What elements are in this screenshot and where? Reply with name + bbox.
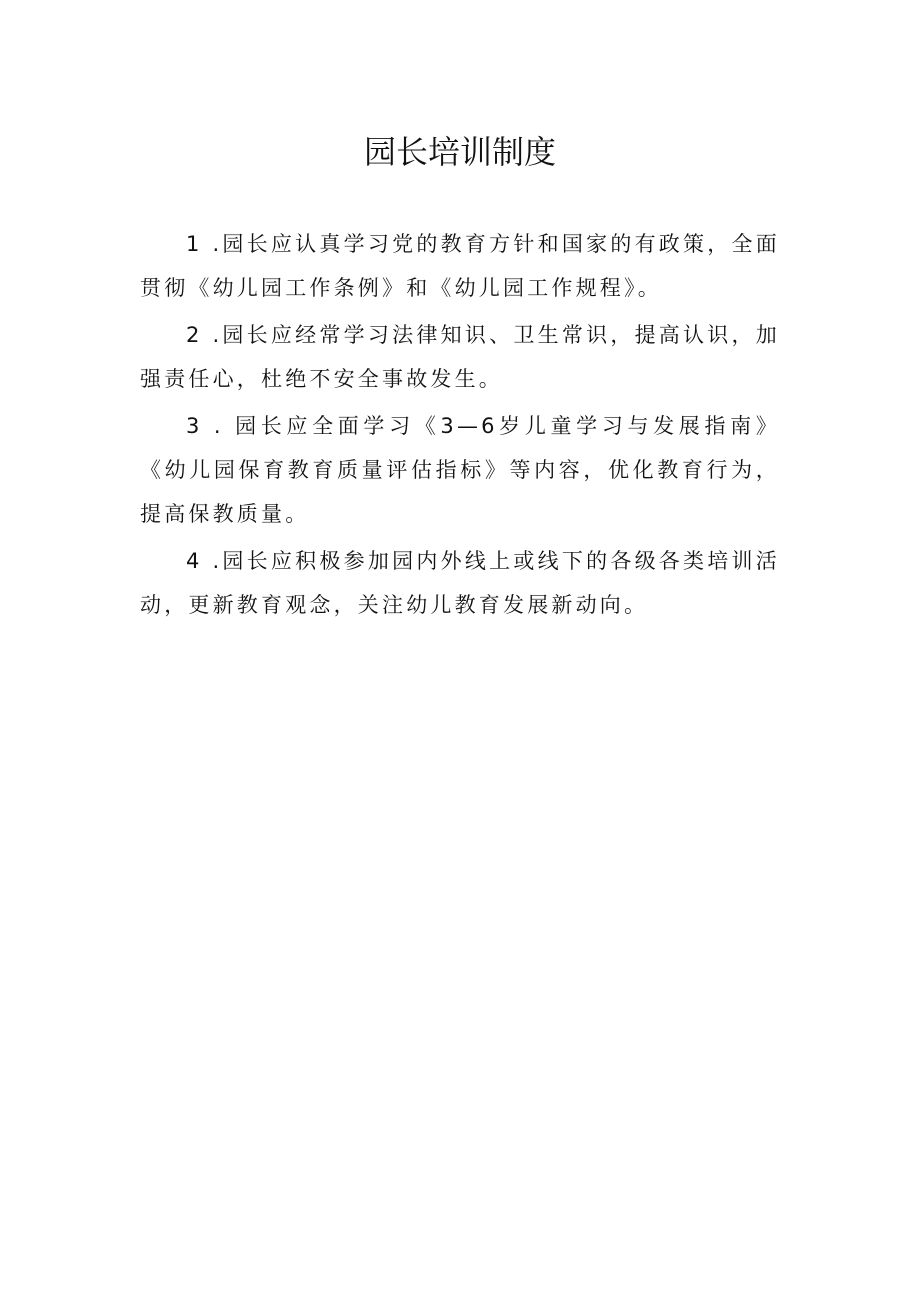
page-title: 园长培训制度 [363,133,556,171]
paragraph-1: 1 .园长应认真学习党的教育方针和国家的有政策，全面贯彻《幼儿园工作条例》和《幼儿园工作规程》。 [140,232,780,300]
paragraph-3: 3 . 园长应全面学习《3—6岁儿童学习与发展指南》《幼儿园保育教育质量评估指标》等内容，优化教育行为，提高保教质量。 [140,414,780,526]
document-body [140,222,780,630]
paragraph-4: 4 .园长应积极参加园内外线上或线下的各级各类培训活动，更新教育观念，关注幼儿教育发展新动向。 [140,549,780,617]
paragraph-2: 2 .园长应经常学习法律知识、卫生常识，提高认识，加强责任心，杜绝不安全事故发生。 [140,323,780,391]
